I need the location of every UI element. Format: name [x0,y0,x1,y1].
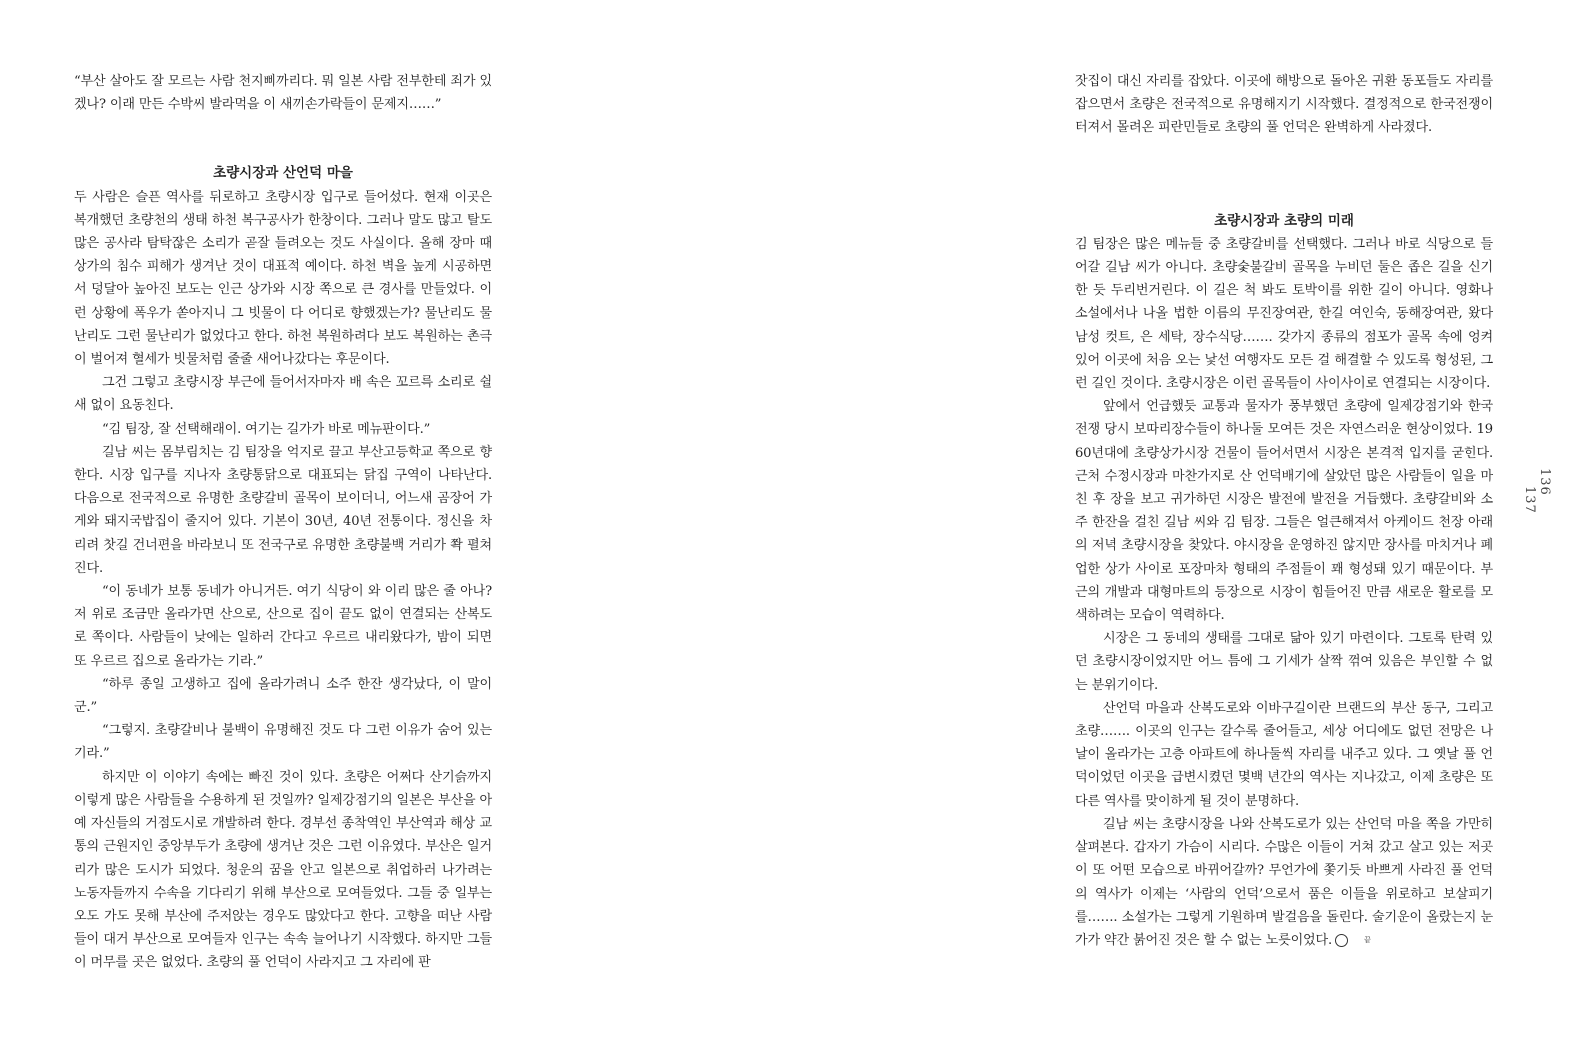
paragraph-final [1075,813,1493,952]
spacer [74,116,492,162]
paragraph: 김 팀장은 많은 메뉴들 중 초량갈비를 선택했다. 그러나 바로 식당으로 들어갈 길남 씨가 아니다. 초량숯불갈비 골목을 누비던 둘은 좁은 길을 신기한 듯 두리번거린다. 이 길은 척 봐도 토박이를 위한 길이 아니다. 영화나 소설에서나 나올 법한 이름의 무진장여관, 한길 여인숙, 동해장여관, 왔다 남성 컷트, 은 세탁, 장수식당……. 갖가지 종류의 점포가 골목 속에 엉켜 있어 이곳에 처음 오는 낯선 여행자도 모든 걸 해결할 수 있도록 형성된, 그런 길인 것이다. 초량시장은 이런 골목들이 사이사이로 연결되는 시장이다. [1075,236,1493,392]
end-mark-icon: 끝 [1335,934,1348,947]
paragraph-final-text: 길남 씨는 초량시장을 나와 산복도로가 있는 산언덕 마을 쪽을 가만히 살펴본다. 갑자기 가슴이 시리다. 수많은 이들이 거쳐 갔고 살고 있는 저곳이 또 어떤 모습으로 바뀌어갈까? 무언가에 쫓기듯 바쁘게 사라진 풀 언덕의 역사가 이제는 ‘사람의 언덕’으로서 품은 이들을 위로하고 보살피기를……. 소설가는 그렇게 기원하며 발걸음을 돌린다. 술기운이 올랐는지 눈가가 약간 붉어진 것은 할 수 없는 노릇이었다. [1075,816,1493,948]
spacer [1075,140,1493,210]
intro-quote: “부산 살아도 잘 모르는 사람 천지삐까리다. 뭐 일본 사람 전부한테 죄가 있겠나? 이래 만든 수박씨 발라먹을 이 새끼손가락들이 문제지……” [74,74,492,113]
paragraph: 산언덕 마을과 산복도로와 이바구길이란 브랜드의 부산 동구, 그리고 초량……. 이곳의 인구는 갈수록 줄어들고, 세상 어디에도 없던 전망은 나날이 올라가는 고층 아파트에 하나둘씩 자리를 내주고 있다. 그 옛날 풀 언덕이었던 이곳을 급변시켰던 몇백 년간의 역사는 지나갔고, 이제 초량은 또 다른 역사를 맞이하게 될 것이 분명하다. [1075,700,1493,809]
paragraph: 하지만 이 이야기 속에는 빠진 것이 있다. 초량은 어쩌다 산기슭까지 이렇게 많은 사람들을 수용하게 된 것일까? 일제강점기의 일본은 부산을 아예 자신들의 거점도시로 개발하려 한다. 경부선 종착역인 부산역과 해상 교통의 근원지인 중앙부두가 초량에 생겨난 것은 그런 이유였다. 부산은 일거리가 많은 도시가 되었다. 청운의 꿈을 안고 일본으로 취업하러 나가려는 노동자들까지 수속을 기다리기 위해 부산으로 모여들었다. 그들 중 일부는 오도 가도 못해 부산에 주저앉는 경우도 많았다고 한다. 고향을 떠난 사람들이 대거 부산으로 모여들자 인구는 속속 늘어나기 시작했다. 하지만 그들이 머무를 곳은 없었다. 초량의 풀 언덕이 사라지고 그 자리에 판 [74,769,492,971]
dialogue: “이 동네가 보통 동네가 아니거든. 여기 식당이 와 이리 많은 줄 아나? 저 위로 조금만 올라가면 산으로, 산으로 집이 끝도 없이 연결되는 산복도로 쪽이다. 사람들이 낮에는 일하러 간다고 우르르 내리왔다가, 밤이 되면 또 우르르 집으로 올라가는 기라.” [74,584,492,669]
continuation-paragraph: 잣집이 대신 자리를 잡았다. 이곳에 해방으로 돌아온 귀환 동포들도 자리를 잡으면서 초량은 전국적으로 유명해지기 시작했다. 결정적으로 한국전쟁이 터져서 몰려온 피란민들로 초량의 풀 언덕은 완벽하게 사라졌다. [1075,74,1493,136]
paragraph: 길남 씨는 몸부림치는 김 팀장을 억지로 끌고 부산고등학교 쪽으로 향한다. 시장 입구를 지나자 초량통닭으로 대표되는 닭집 구역이 나타난다. 다음으로 전국적으로 유명한 초량갈비 골목이 보이더니, 어느새 곰장어 가게와 돼지국밥집이 줄지어 있다. 기본이 30년, 40년 전통이다. 정신을 차리려 찻길 건너편을 바라보니 또 전국구로 유명한 초량불백 거리가 쫙 펼쳐진다. [74,444,492,576]
paragraph: 시장은 그 동네의 생태를 그대로 닮아 있기 마련이다. 그토록 탄력 있던 초량시장이었지만 어느 틈에 그 기세가 살짝 꺾여 있음은 부인할 수 없는 분위기이다. [1075,631,1493,693]
paragraph: 두 사람은 슬픈 역사를 뒤로하고 초량시장 입구로 들어섰다. 현재 이곳은 복개했던 초량천의 생태 하천 복구공사가 한창이다. 그러나 말도 많고 탈도 많은 공사라 탐탁잖은 소리가 곧잘 들려오는 것도 사실이다. 올해 장마 때 상가의 침수 피해가 생겨난 것이 대표적 예이다. 하천 벽을 높게 시공하면서 덩달아 높아진 보도는 인근 상가와 시장 쪽으로 큰 경사를 만들었다. 이런 상황에 폭우가 쏟아지니 그 빗물이 다 어디로 향했겠는가? 물난리도 물난리도 그런 물난리가 없었다고 한다. 하천 복원하려다 보도 복원하는 촌극이 벌어져 혈세가 빗물처럼 줄줄 새어나갔다는 후문이다. [74,189,492,368]
page-numbers [1522,468,1552,514]
paragraph: 앞에서 언급했듯 교통과 물자가 풍부했던 초량에 일제강점기와 한국전쟁 당시 보따리장수들이 하나둘 모여든 것은 자연스러운 현상이었다. 1960년대에 초량상가시장 건물이 들어서면서 시장은 본격적 입지를 굳힌다. 근처 수정시장과 마찬가지로 산 언덕배기에 살았던 많은 사람들이 일을 마친 후 장을 보고 귀가하던 시장은 발전에 발전을 거듭했다. 초량갈비와 소주 한잔을 걸친 길남 씨와 김 팀장. 그들은 얼큰해져서 아케이드 천장 아래의 저녁 초량시장을 찾았다. 야시장을 운영하진 않지만 장사를 마치거나 폐업한 상가 사이로 포장마차 형태의 주점들이 꽤 형성돼 있기 때문이다. 부근의 개발과 대형마트의 등장으로 시장이 힘들어진 만큼 새로운 활로를 모색하려는 모습이 역력하다. [1075,399,1493,624]
paragraph: 그건 그렇고 초량시장 부근에 들어서자마자 배 속은 꼬르륵 소리로 쉴 새 없이 요동친다. [74,375,492,414]
dialogue: “그렇지. 초량갈비나 불백이 유명해진 것도 다 그런 이유가 숨어 있는 기라.” [74,723,492,762]
dialogue: “김 팀장, 잘 선택해래이. 여기는 길가가 바로 메뉴판이다.” [102,421,431,437]
dialogue: “하루 종일 고생하고 집에 올라가려니 소주 한잔 생각났다, 이 말이군.” [74,676,492,716]
page-number-right: 137 [1522,486,1537,514]
section-heading-future: 초량시장과 초량의 미래 [1214,212,1354,229]
left-page [74,70,492,975]
right-page [1075,70,1493,952]
section-heading-market: 초량시장과 산언덕 마을 [213,165,353,182]
page-number-left: 136 [1537,468,1552,496]
